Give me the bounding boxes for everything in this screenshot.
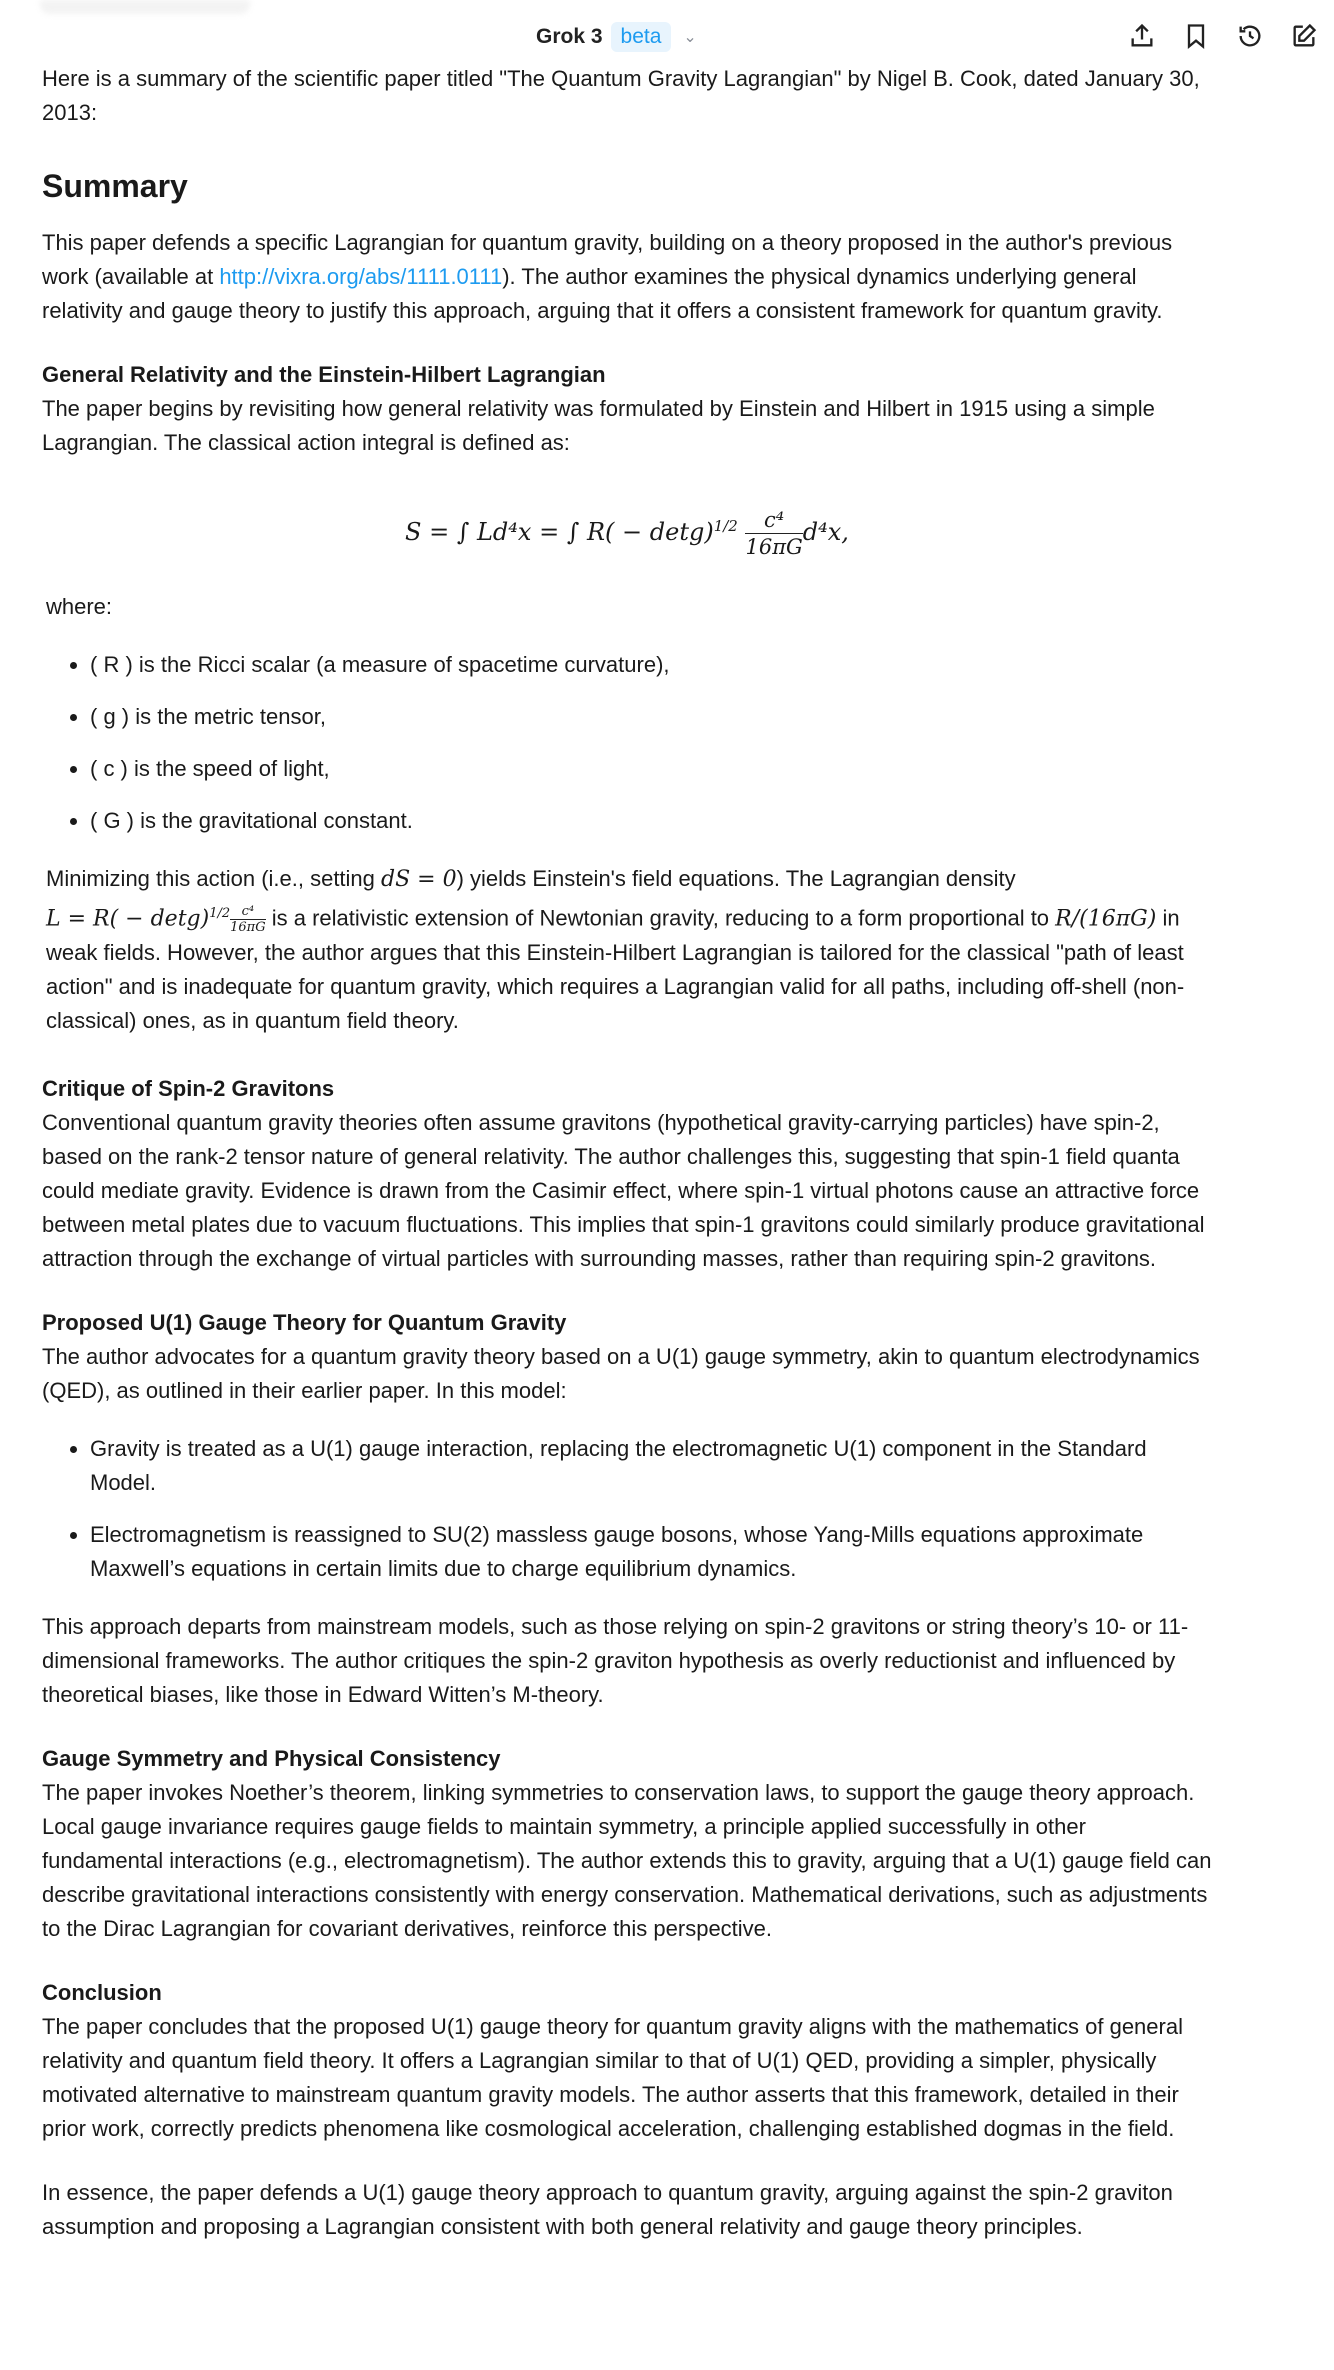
- conclusion-heading: Conclusion: [42, 1980, 162, 2006]
- eq-part: d⁴x,: [802, 518, 849, 546]
- lagrangian-paragraph: [42, 862, 1212, 1038]
- gr-paragraph: The paper begins by revisiting how general relativity was formulated by Einstein and Hilbert in 1915 using a simple Lagrangian. The classical action integral is defined as:: [42, 396, 1155, 455]
- intro-text: Here is a summary of the scientific paper titled "The Quantum Gravity Lagrangian" by Nigel B. Cook, dated January 30, 2013:: [42, 66, 1200, 125]
- critique-heading: Critique of Spin-2 Gravitons: [42, 1076, 335, 1102]
- share-icon[interactable]: [1128, 22, 1156, 50]
- inline-exponent: 1/2: [209, 906, 231, 921]
- response-content: [42, 62, 1212, 2244]
- list-item: • ( g ) is the metric tensor,: [90, 700, 1212, 734]
- inline-math: L = R( − detg): [46, 906, 210, 932]
- list-item: • ( R ) is the Ricci scalar (a measure of spacetime curvature),: [90, 648, 1212, 682]
- proposed-paragraph: The author advocates for a quantum gravity theory based on a U(1) gauge symmetry, akin to quantum electrodynamics (QED), as outlined in their earlier paper. In this model:: [42, 1344, 1200, 1404]
- history-icon[interactable]: [1236, 22, 1264, 50]
- proposed-paragraph-2: This approach departs from mainstream models, such as those relying on spin-2 gravitons or string theory’s 10- or 11-dimensional frameworks. The author critiques the spin-2 graviton hypothesis as overly reductionist and influenced by theoretical biases, like those in Edward Witten’s M-theory.: [42, 1614, 1189, 1708]
- list-item: • Gravity is treated as a U(1) gauge interaction, replacing the electromagnetic U(1) component in the Standard Model.: [90, 1432, 1212, 1500]
- proposed-list: [42, 1432, 1212, 1586]
- new-chat-edit-icon[interactable]: [1290, 22, 1318, 50]
- gauge-paragraph: The paper invokes Noether’s theorem, linking symmetries to conservation laws, to support the gauge theory approach. Local gauge invariance requires gauge fields to maintain symmetry, a principle applied successfully in other fundamental interactions (e.g., electromagnetism). The author extends this to gravity, arguing that a U(1) gauge field can describe gravitational interactions consistently with energy conservation. Mathematical derivations, such as adjustments to the Dirac Lagrangian for covariant derivatives, reinforce this perspective.: [42, 1780, 1212, 1942]
- conclusion-paragraph: The paper concludes that the proposed U(1) gauge theory for quantum gravity aligns with the mathematics of general relativity and quantum field theory. It offers a Lagrangian similar to that of U(1) QED, providing a simpler, physically motivated alternative to mainstream quantum gravity models. The author asserts that this framework, detailed in their prior work, correctly predicts phenomena like cosmological acceleration, challenging established dogmas in the field.: [42, 2014, 1183, 2142]
- faded-header-remnant: [40, 0, 250, 14]
- inline-fraction: [230, 904, 265, 935]
- vixra-link[interactable]: http://vixra.org/abs/1111.0111: [219, 264, 503, 289]
- list-item: • ( c ) is the speed of light,: [90, 752, 1212, 786]
- top-bar: [0, 0, 1334, 70]
- eq-fraction: [745, 507, 802, 560]
- text: is a relativistic extension of Newtonian gravity, reducing to a form proportional to: [265, 905, 1056, 931]
- eq-part: S = ∫ Ld⁴x = ∫ R( − detg): [405, 518, 714, 546]
- beta-badge: beta: [611, 22, 672, 52]
- list-item: • Electromagnetism is reassigned to SU(2) massless gauge bosons, whose Yang-Mills equations approximate Maxwell’s equations in certain limits due to charge equilibrium dynamics.: [90, 1518, 1212, 1586]
- eq-numerator: c⁴: [745, 507, 802, 534]
- text: ) yields Einstein's field equations. The Lagrangian density: [456, 866, 1016, 891]
- critique-paragraph: Conventional quantum gravity theories often assume gravitons (hypothetical gravity-carrying particles) have spin-2, based on the rank-2 tensor nature of general relativity. The author challenges this, suggesting that spin-1 field quanta could mediate gravity. Evidence is drawn from the Casimir effect, where spin-1 virtual photons cause an attractive force between metal plates due to vacuum fluctuations. This implies that spin-1 gravitons could similarly produce gravitational attraction through the exchange of virtual particles with surrounding masses, rather than requiring spin-2 gravitons.: [42, 1110, 1205, 1272]
- eq-denominator: 16πG: [745, 535, 803, 559]
- chevron-down-icon: ⌄: [683, 29, 697, 46]
- inline-denominator: 16πG: [230, 920, 266, 936]
- gr-variable-list: [42, 648, 1212, 838]
- model-selector[interactable]: [536, 22, 697, 52]
- text: in weak fields. However, the author argues that this Einstein-Hilbert Lagrangian is tailored for the classical "path of least action" and is inadequate for quantum gravity, which requires a Lagrangian valid for all paths, including off-shell (non-classical) ones, as in quantum field theory.: [46, 905, 1185, 1034]
- model-name: Grok 3: [536, 25, 603, 48]
- bookmark-icon[interactable]: [1182, 22, 1210, 50]
- text: ). The author examines the physical dynamics underlying general relativity and gauge theory to justify this approach, arguing that it offers a consistent framework for quantum gravity.: [42, 264, 1163, 323]
- essence-paragraph: In essence, the paper defends a U(1) gauge theory approach to quantum gravity, arguing against the spin-2 graviton assumption and proposing a Lagrangian consistent with both general relativity and gauge theory principles.: [42, 2180, 1173, 2240]
- eq-exponent: 1/2: [713, 517, 738, 535]
- summary-paragraph: [42, 226, 1212, 328]
- where-label: where:: [46, 594, 113, 619]
- gr-heading: General Relativity and the Einstein-Hilbert Lagrangian: [42, 362, 606, 387]
- proposed-heading: Proposed U(1) Gauge Theory for Quantum Gravity: [42, 1310, 567, 1336]
- text: This paper defends a specific Lagrangian for quantum gravity, building on a theory proposed in the author's previous work (available at: [42, 230, 1173, 289]
- inline-math: dS = 0: [381, 867, 457, 892]
- text: Minimizing this action (i.e., setting: [46, 866, 382, 891]
- action-equation: [42, 506, 1212, 560]
- summary-heading: Summary: [42, 168, 188, 204]
- gauge-heading: Gauge Symmetry and Physical Consistency: [42, 1746, 501, 1772]
- list-item: • ( G ) is the gravitational constant.: [90, 804, 1212, 838]
- inline-math: R/(16πG): [1055, 906, 1157, 932]
- inline-numerator: c⁴: [230, 904, 265, 920]
